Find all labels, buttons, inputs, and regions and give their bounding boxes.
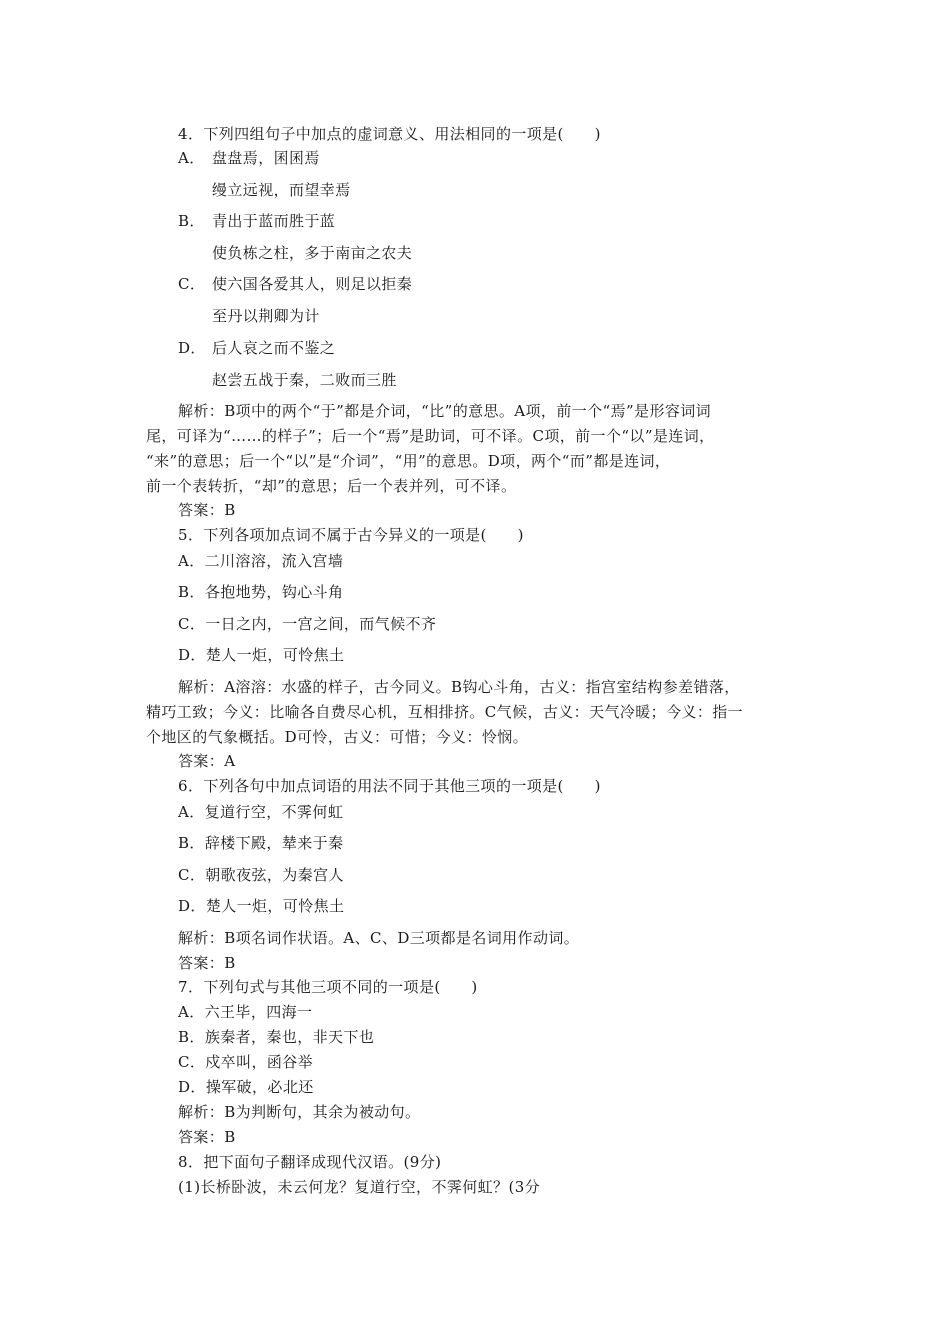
q4-option-a-text: 盘盘焉，囷囷焉: [212, 149, 320, 167]
q4-stem: 4．下列四组句子中加点的虚词意义、用法相同的一项是( ): [178, 125, 601, 143]
q5-option-c: C．一日之内，一宫之间，而气候不齐: [178, 615, 437, 633]
q6-option-a: A．复道行空，不霁何虹: [178, 803, 344, 821]
q4-option-d-line2: 赵尝五战于秦，二败而三胜: [212, 371, 397, 389]
q4-option-d-letter: D．: [178, 339, 206, 357]
q4-option-b-line1: [178, 211, 335, 231]
q5-answer: 答案：A: [178, 752, 236, 770]
q7-option-d: D．操军破，必北还: [178, 1078, 314, 1096]
q6-option-b: B．辞楼下殿，辇来于秦: [178, 834, 344, 852]
q7-option-a: A．六王毕，四海一: [178, 1003, 313, 1021]
q8-stem: 8．把下面句子翻译成现代汉语。(9分): [178, 1153, 442, 1171]
q6-stem: 6．下列各句中加点词语的用法不同于其他三项的一项是( ): [178, 777, 601, 795]
q4-option-c-letter: C．: [178, 275, 206, 293]
q4-analysis-line4: 前一个表转折，“却”的意思；后一个表并列，可不译。: [146, 477, 517, 495]
q4-answer: 答案：B: [178, 501, 236, 519]
q5-stem: 5．下列各项加点词不属于古今异义的一项是( ): [178, 526, 524, 544]
q4-option-a-letter: A．: [178, 149, 205, 167]
q4-option-d-text: 后人哀之而不鉴之: [212, 339, 336, 357]
q4-analysis-line2: 尾，可译为“……的样子”；后一个“焉”是助词，可不译。C项，前一个“以”是连词，: [146, 427, 715, 445]
q4-option-a-line1: [178, 148, 320, 168]
q4-option-c-line1: [178, 274, 412, 294]
q4-analysis-line3: “来”的意思；后一个“以”是“介词”，“用”的意思。D项，两个“而”都是连词，: [146, 452, 671, 470]
q4-option-b-text: 青出于蓝而胜于蓝: [212, 212, 336, 230]
q7-analysis: 解析：B为判断句，其余为被动句。: [178, 1103, 421, 1121]
q6-option-d: D．楚人一炬，可怜焦土: [178, 897, 345, 915]
q7-option-c: C．戍卒叫，函谷举: [178, 1053, 314, 1071]
q8-sub1: (1)长桥卧波，未云何龙？复道行空，不霁何虹？(3分: [178, 1178, 541, 1196]
q7-answer: 答案：B: [178, 1128, 236, 1146]
q4-option-c-text: 使六国各爱其人，则足以拒秦: [212, 275, 413, 293]
q5-analysis-line1: 解析：A溶溶：水盛的样子，古今同义。B钩心斗角，古义：指宫室结构参差错落，: [178, 678, 740, 696]
q6-answer: 答案：B: [178, 954, 236, 972]
q6-option-c: C．朝歌夜弦，为秦宫人: [178, 866, 344, 884]
q4-analysis-line1: 解析：B项中的两个“于”都是介词，“比”的意思。A项，前一个“焉”是形容词词: [178, 402, 712, 420]
q6-analysis: 解析：B项名词作状语。A、C、D三项都是名词用作动词。: [178, 929, 580, 947]
q5-option-d: D．楚人一炬，可怜焦土: [178, 646, 345, 664]
q5-option-a: A．二川溶溶，流入宫墙: [178, 552, 344, 570]
q4-option-a-line2: 缦立远视，而望幸焉: [212, 181, 351, 199]
q5-analysis-line2: 精巧工致；今义：比喻各自费尽心机，互相排挤。C气候，古义：天气冷暖；今义：指一: [146, 703, 744, 721]
q4-option-d-line1: [178, 338, 335, 358]
q4-option-b-letter: B．: [178, 212, 205, 230]
q5-option-b: B．各抱地势，钩心斗角: [178, 583, 344, 601]
q4-option-b-line2: 使负栋之柱，多于南亩之农夫: [212, 244, 413, 262]
q5-analysis-line3: 个地区的气象概括。D可怜，古义：可惜；今义：怜悯。: [146, 728, 529, 746]
q7-stem: 7．下列句式与其他三项不同的一项是( ): [178, 978, 478, 996]
q4-option-c-line2: 至丹以荆卿为计: [212, 307, 320, 325]
q7-option-b: B．族秦者，秦也，非天下也: [178, 1028, 375, 1046]
